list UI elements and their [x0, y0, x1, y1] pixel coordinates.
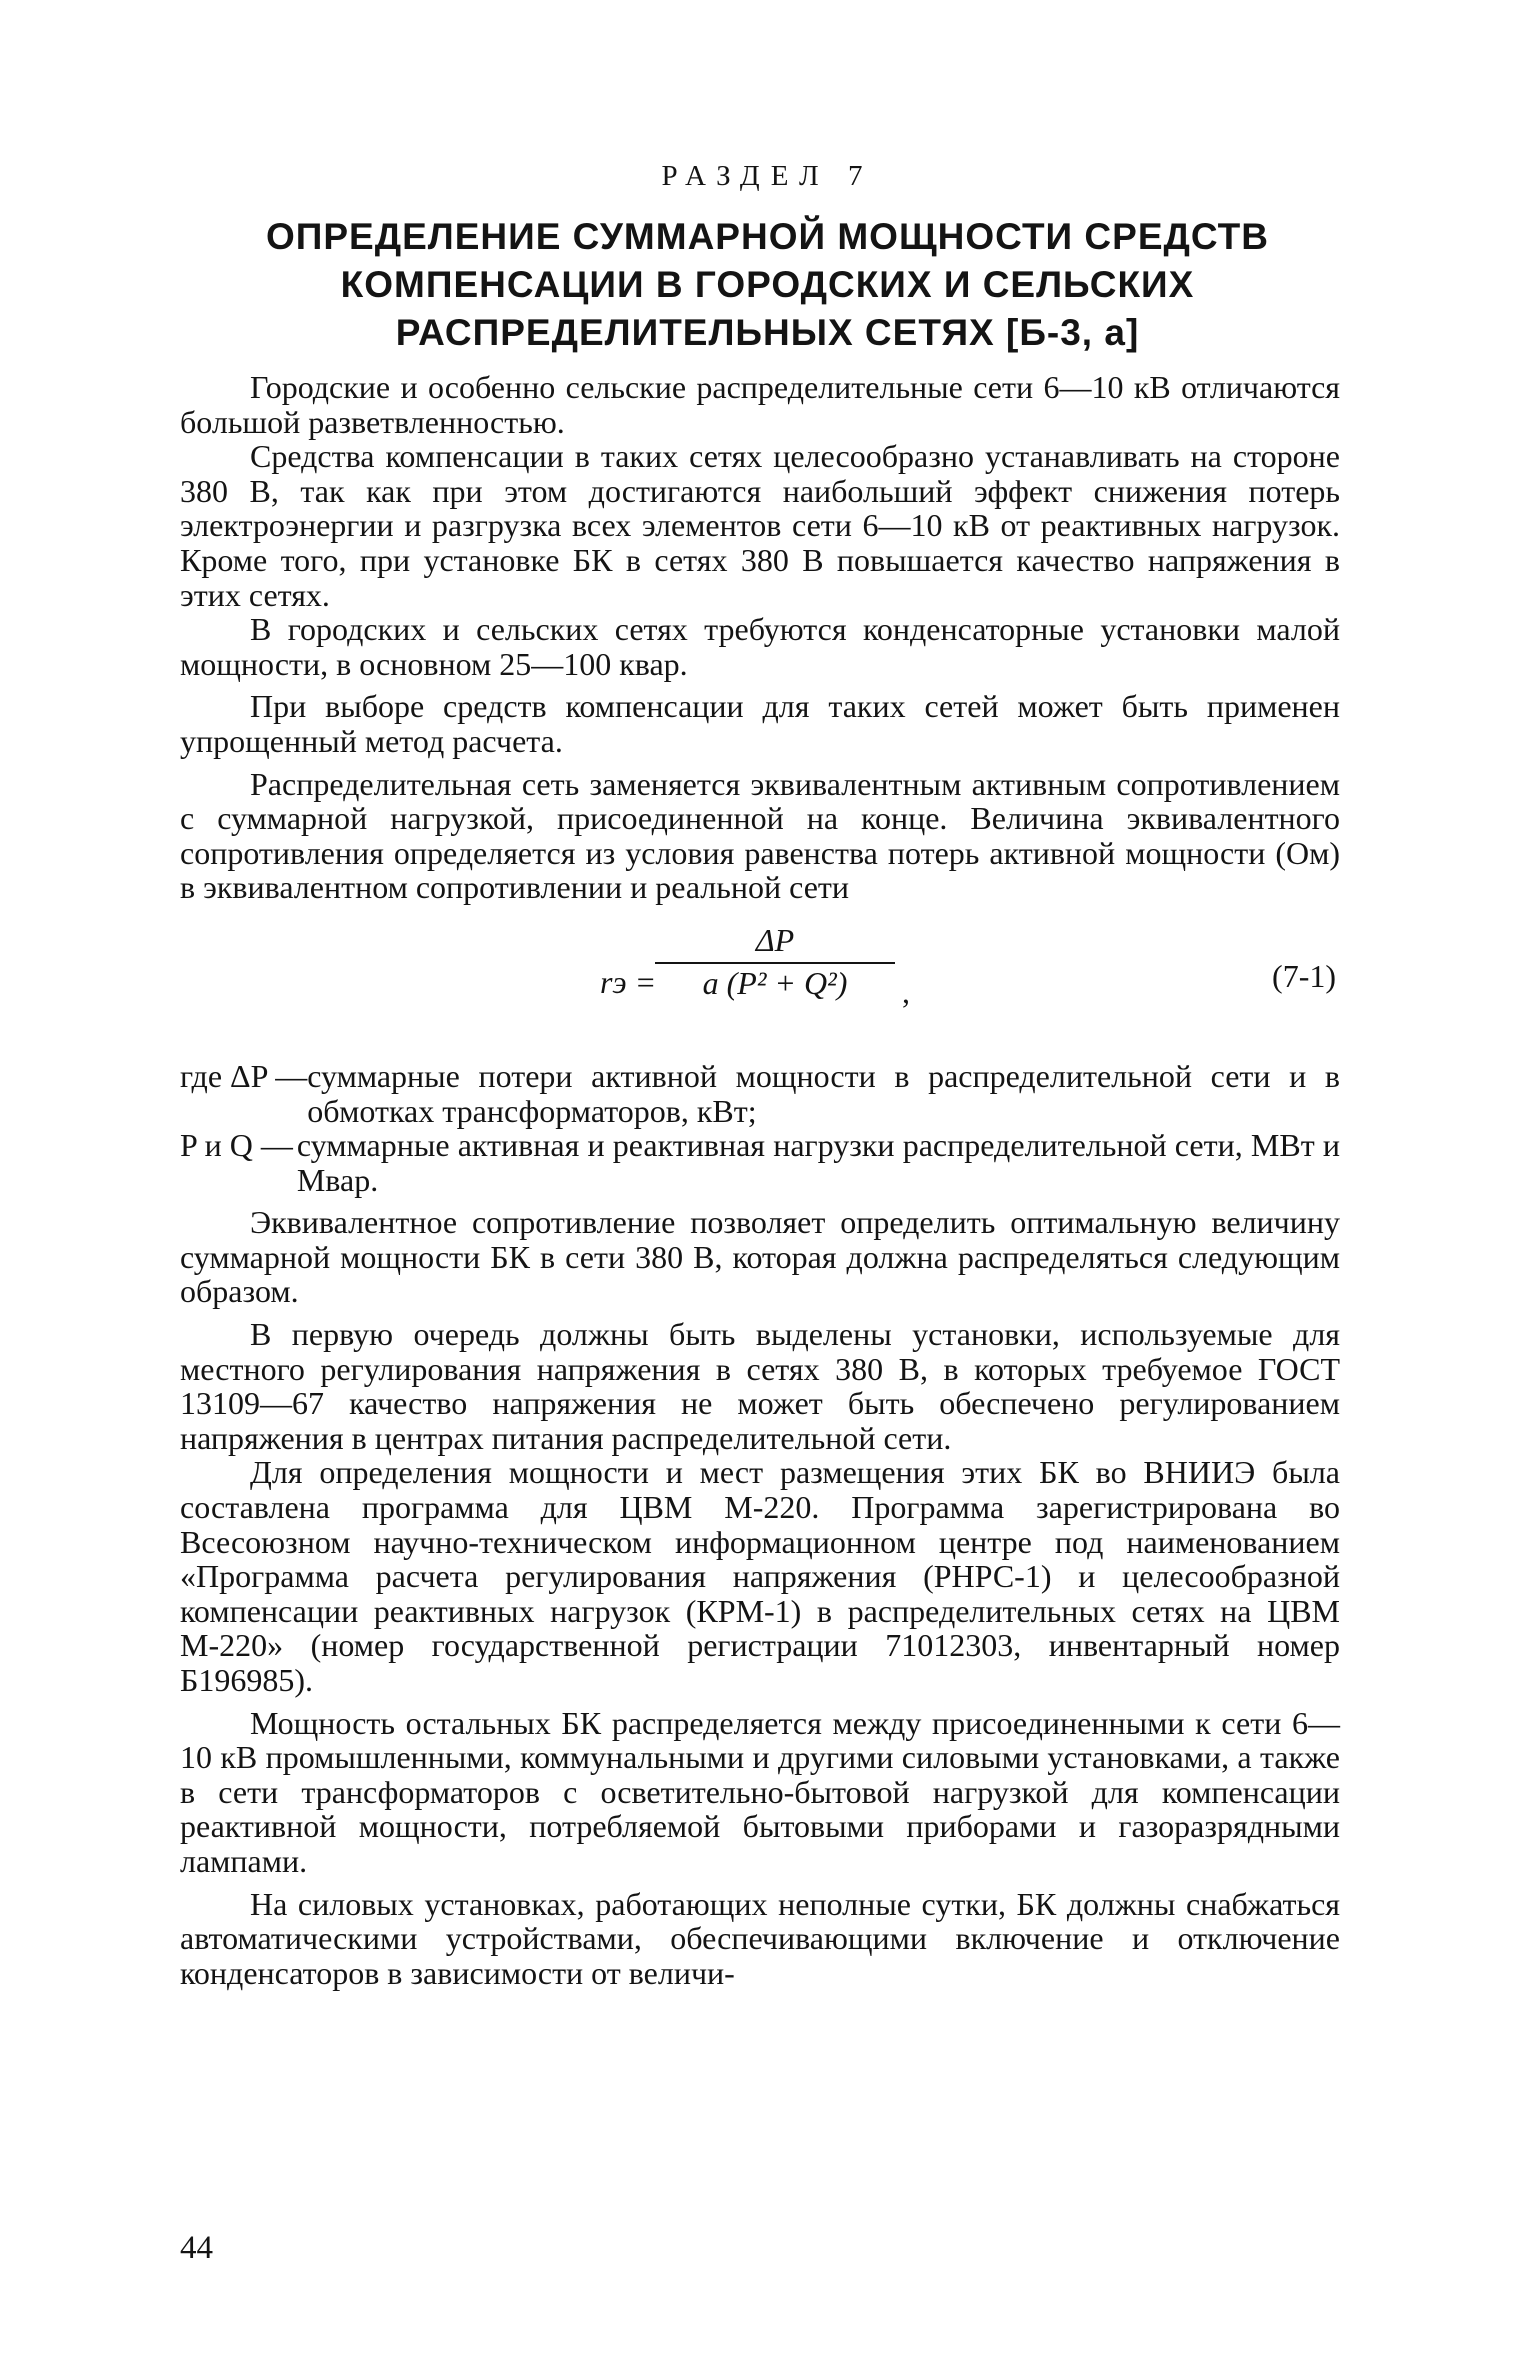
formula-denominator: a (P² + Q²) [702, 964, 848, 1001]
definition-description: суммарные потери активной мощности в распределительной сети и в обмотках трансформаторов, кВт; [307, 1057, 1340, 1129]
formula-fraction [655, 923, 895, 1000]
section-title [180, 213, 1355, 357]
paragraph: Средства компенсации в таких сетях целесообразно устанавливать на стороне 380 В, так как при этом достигаются наибольший эффект снижения потерь электроэнергии и разгрузка всех элементов сети 6—10 кВ от реактивных нагрузок. Кроме того, при установке БК в сетях 380 В повышается качество напряжения в этих сетях. [180, 438, 1340, 613]
page-number: 44 [180, 2230, 213, 2266]
definition-item [180, 1128, 1340, 1197]
formula-lhs: rэ = [600, 963, 657, 1000]
equation-number: (7-1) [1272, 957, 1336, 994]
title-line: РАСПРЕДЕЛИТЕЛЬНЫХ СЕТЯХ [Б-3, а] [395, 312, 1140, 353]
paragraph: Для определения мощности и мест размещения этих БК во ВНИИЭ была составлена программа для ЦВМ М-220. Программа зарегистрирована во Всесоюзном научно-техническом информационном центре под наименованием «Программа расчета регулирования напряжения (РНРС-1) и целесообразной компенсации реактивных нагрузок (КРМ-1) в распределительных сетях на ЦВМ М-220» (номер государственной регистрации 71012303, инвентарный номер Б196985). [180, 1454, 1340, 1698]
definition-term: где ΔP — [180, 1057, 308, 1094]
formula-7-1 [180, 919, 1340, 1037]
paragraph: Эквивалентное сопротивление позволяет определить оптимальную величину суммарной мощности БК в сети 380 В, которая должна распределяться следующим образом. [180, 1204, 1340, 1310]
section-label: РАЗДЕЛ 7 [661, 160, 874, 192]
title-line: ОПРЕДЕЛЕНИЕ СУММАРНОЙ МОЩНОСТИ СРЕДСТВ [266, 216, 1269, 257]
paragraph: В городских и сельских сетях требуются конденсаторные установки малой мощности, в основном 25—100 квар. [180, 611, 1340, 682]
definition-term: P и Q — [180, 1127, 293, 1164]
definition-item [180, 1059, 1340, 1128]
paragraph: При выборе средств компенсации для таких сетей может быть применен упрощенный метод расчета. [180, 688, 1340, 759]
paragraph: Мощность остальных БК распределяется между присоединенными к сети 6—10 кВ промышленными, коммунальными и другими силовыми установками, а также в сети трансформаторов с осветительно-бытовой нагрузкой для компенсации реактивной мощности, потребляемой бытовыми приборами и газоразрядными лампами. [180, 1704, 1340, 1879]
paragraph: В первую очередь должны быть выделены установки, используемые для местного регулирования напряжения в сетях 380 В, в которых требуемое ГОСТ 13109—67 качество напряжения не может быть обеспечено регулированием напряжения в центрах питания распределительной сети. [180, 1316, 1340, 1456]
body-text [180, 370, 1340, 1990]
paragraph: Распределительная сеть заменяется эквивалентным активным сопротивлением с суммарной нагрузкой, присоединенной на конце. Величина эквивалентного сопротивления определяется из условия равенства потерь активной мощности (Ом) в эквивалентном сопротивлении и реальной сети [180, 765, 1340, 906]
paragraph: Городские и особенно сельские распределительные сети 6—10 кВ отличаются большой разветвленностью. [180, 369, 1340, 440]
formula-comma: , [902, 973, 910, 1010]
definition-description: суммарные активная и реактивная нагрузки распределительной сети, МВт и Мвар. [296, 1127, 1340, 1198]
title-line: КОМПЕНСАЦИИ В ГОРОДСКИХ И СЕЛЬСКИХ [340, 264, 1195, 305]
formula-numerator: ΔP [655, 923, 895, 964]
paragraph: На силовых установках, работающих неполные сутки, БК должны снабжаться автоматическими устройствами, обеспечивающими включение и отключение конденсаторов в зависимости от величи- [180, 1885, 1340, 1991]
